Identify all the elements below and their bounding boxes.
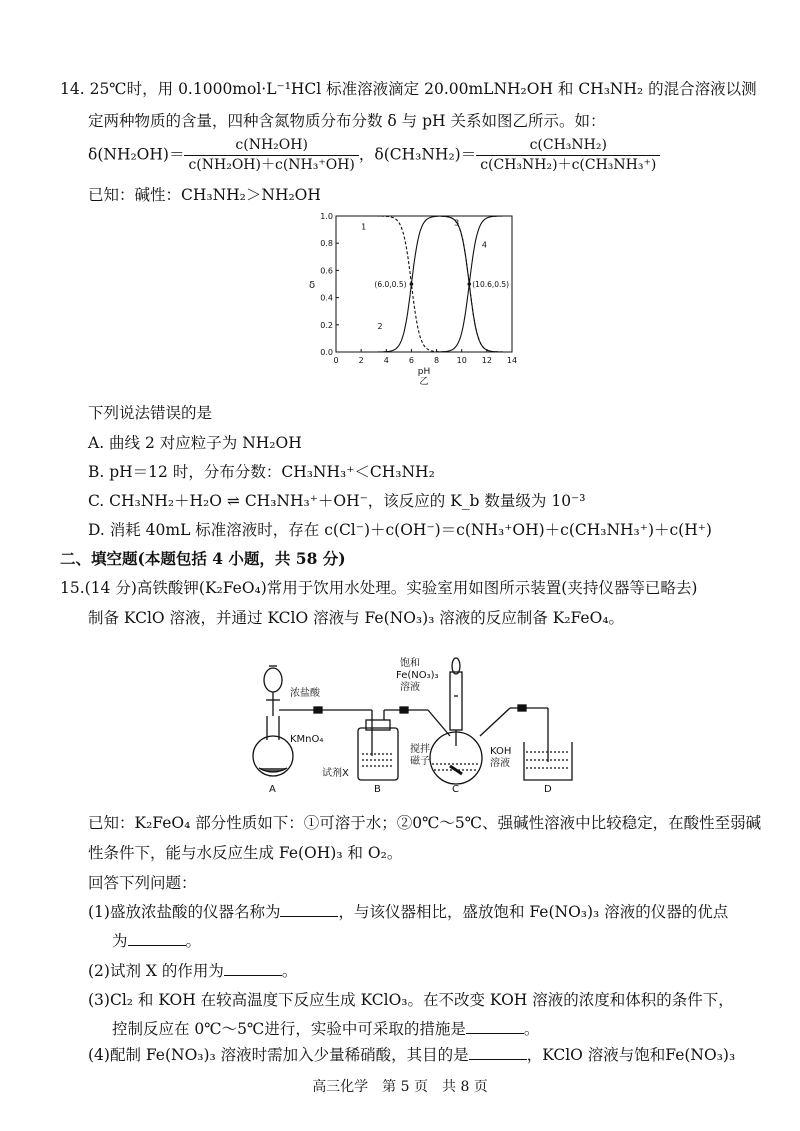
- answer-blank-1a[interactable]: [280, 902, 338, 917]
- label-reagent-x: 试剂X: [322, 768, 349, 779]
- part1-text-a: (1)盛放浓盐酸的仪器名称为: [88, 903, 281, 921]
- x-tick-label: 14: [506, 356, 518, 365]
- formula1-fraction: [184, 136, 358, 175]
- label-stir-1: 搅拌: [410, 744, 430, 755]
- q15-line2: 制备 KClO 溶液，并通过 KClO 溶液与 Fe(NO₃)₃ 溶液的反应制备 K₂FeO₄。: [88, 609, 625, 627]
- q15-part4: [88, 1044, 735, 1066]
- part1-text-c: 为: [112, 932, 128, 950]
- formula1-denominator: c(NH₂OH)＋c(NH₃⁺OH): [188, 157, 355, 173]
- part1-text-d: 。: [185, 932, 202, 950]
- formula2-lhs: ，δ(CH₃NH₂)＝: [358, 145, 477, 164]
- q14-formulas: [88, 136, 660, 175]
- series-2-label: 2: [377, 321, 383, 331]
- page-footer: 高三化学 第 5 页 共 8 页: [312, 1079, 488, 1095]
- part1-text-b: ，与该仪器相比，盛放饱和 Fe(NO₃)₃ 溶液的仪器的优点: [338, 903, 729, 921]
- q14-question: 下列说法错误的是: [88, 404, 213, 422]
- label-kmno4: KMnO₄: [290, 734, 324, 745]
- q15-part3-cont: [112, 1018, 539, 1040]
- formula1-numerator: c(NH₂OH): [184, 136, 358, 156]
- label-d: D: [544, 784, 552, 795]
- part3-text-b: 控制反应在 0℃～5℃进行，实验中可采取的措施是: [112, 1020, 466, 1038]
- x-tick-label: 0: [333, 356, 339, 365]
- formula2-numerator: c(CH₃NH₂): [476, 136, 660, 156]
- annotation-point: [410, 282, 414, 286]
- q15-part1: [88, 901, 728, 923]
- chart-caption: 乙: [419, 377, 429, 387]
- q14-line1: 14. 25℃时，用 0.1000mol·L⁻¹HCl 标准溶液滴定 20.00mLNH₂OH 和 CH₃NH₂ 的混合溶液以测: [60, 80, 757, 98]
- answer-blank-2[interactable]: [224, 961, 282, 976]
- annotation-point: [467, 282, 471, 286]
- q15-line1: 15.(14 分)高铁酸钾(K₂FeO₄)常用于饮用水处理。实验室用如图所示装置(夹持仪器等已略去): [60, 579, 698, 597]
- y-tick-label: 1.0: [320, 212, 333, 221]
- x-axis-label: pH: [417, 367, 431, 377]
- y-tick-label: 0.6: [320, 266, 333, 276]
- y-tick-label: 0.8: [320, 239, 333, 249]
- q14-option-c: C. CH₃NH₂＋H₂O ⇌ CH₃NH₃⁺＋OH⁻，该反应的 K_b 数量级为 10⁻³: [88, 492, 586, 510]
- x-tick-label: 8: [434, 356, 440, 365]
- q14-known: 已知：碱性：CH₃NH₂＞NH₂OH: [88, 186, 321, 204]
- series-4-label: 4: [481, 240, 487, 250]
- label-fe-1: 饱和: [400, 658, 420, 669]
- answer-blank-4[interactable]: [469, 1045, 527, 1060]
- formula2-fraction: [476, 136, 660, 175]
- q14-line2: 定两种物质的含量，四种含氮物质分布分数 δ 与 pH 关系如图乙所示。如：: [88, 112, 606, 130]
- label-koh-2: 溶液: [490, 758, 510, 769]
- apparatus-a: [253, 666, 318, 776]
- x-tick-label: 10: [456, 356, 467, 365]
- answer-blank-1b[interactable]: [128, 931, 186, 946]
- formula1-lhs: δ(NH₂OH)＝: [88, 145, 185, 164]
- part2-text-a: (2)试剂 X 的作用为: [88, 962, 224, 980]
- distribution-chart: [300, 208, 540, 388]
- apparatus-b: [358, 710, 398, 780]
- label-b: B: [374, 784, 381, 795]
- y-tick-label: 0.2: [320, 320, 333, 330]
- formula2-denominator: c(CH₃NH₂)＋c(CH₃NH₃⁺): [480, 157, 657, 173]
- x-tick-label: 6: [408, 356, 414, 365]
- annotation-label: (10.6,0.5): [472, 280, 510, 289]
- q15-part2: [88, 960, 297, 982]
- part4-text-b: ，KClO 溶液与饱和Fe(NO₃)₃: [526, 1046, 736, 1064]
- q15-part3: (3)Cl₂ 和 KOH 在较高温度下反应生成 KClO₃。在不改变 KOH 溶液的浓度和体积的条件下，: [88, 991, 734, 1009]
- label-a: A: [269, 784, 276, 795]
- q14-option-a: A. 曲线 2 对应粒子为 NH₂OH: [88, 434, 302, 452]
- answer-blank-3[interactable]: [466, 1019, 524, 1034]
- q15-known2: 性条件下，能与水反应生成 Fe(OH)₃ 和 O₂。: [88, 844, 403, 862]
- part2-text-b: 。: [281, 962, 298, 980]
- part4-text-a: (4)配制 Fe(NO₃)₃ 溶液时需加入少量稀硝酸，其目的是: [88, 1046, 469, 1064]
- label-hcl: 浓盐酸: [290, 688, 320, 699]
- y-tick-label: 0.0: [320, 348, 333, 357]
- x-tick-label: 4: [383, 356, 389, 365]
- label-fe-3: 溶液: [400, 682, 420, 693]
- apparatus-diagram: [250, 636, 580, 796]
- label-fe-2: Fe(NO₃)₃: [396, 670, 439, 681]
- section-heading: 二、填空题(本题包括 4 小题，共 58 分): [60, 549, 346, 568]
- q15-known1: 已知：K₂FeO₄ 部分性质如下：①可溶于水；②0℃～5℃、强碱性溶液中比较稳定，在酸性至弱碱: [88, 814, 762, 832]
- x-tick-label: 2: [358, 356, 364, 365]
- series-3-label: 3: [454, 218, 460, 228]
- y-axis-label: δ: [308, 280, 316, 291]
- q14-option-d: D. 消耗 40mL 标准溶液时，存在 c(Cl⁻)＋c(OH⁻)＝c(NH₃⁺OH)＋c(CH₃NH₃⁺)＋c(H⁺): [88, 521, 712, 539]
- q15-part1-cont: [112, 930, 201, 952]
- annotation-label: (6.0,0.5): [374, 280, 407, 289]
- label-stir-2: 磁子: [410, 756, 430, 767]
- x-tick-label: 12: [481, 356, 492, 365]
- q15-answer-prompt: 回答下列问题：: [88, 874, 197, 892]
- series-1-label: 1: [361, 222, 367, 232]
- y-tick-label: 0.4: [320, 293, 333, 303]
- label-koh-1: KOH: [490, 746, 512, 757]
- part3-text-c: 。: [523, 1020, 540, 1038]
- q14-option-b: B. pH＝12 时，分布分数：CH₃NH₃⁺＜CH₃NH₂: [88, 463, 435, 481]
- label-c: C: [452, 784, 459, 795]
